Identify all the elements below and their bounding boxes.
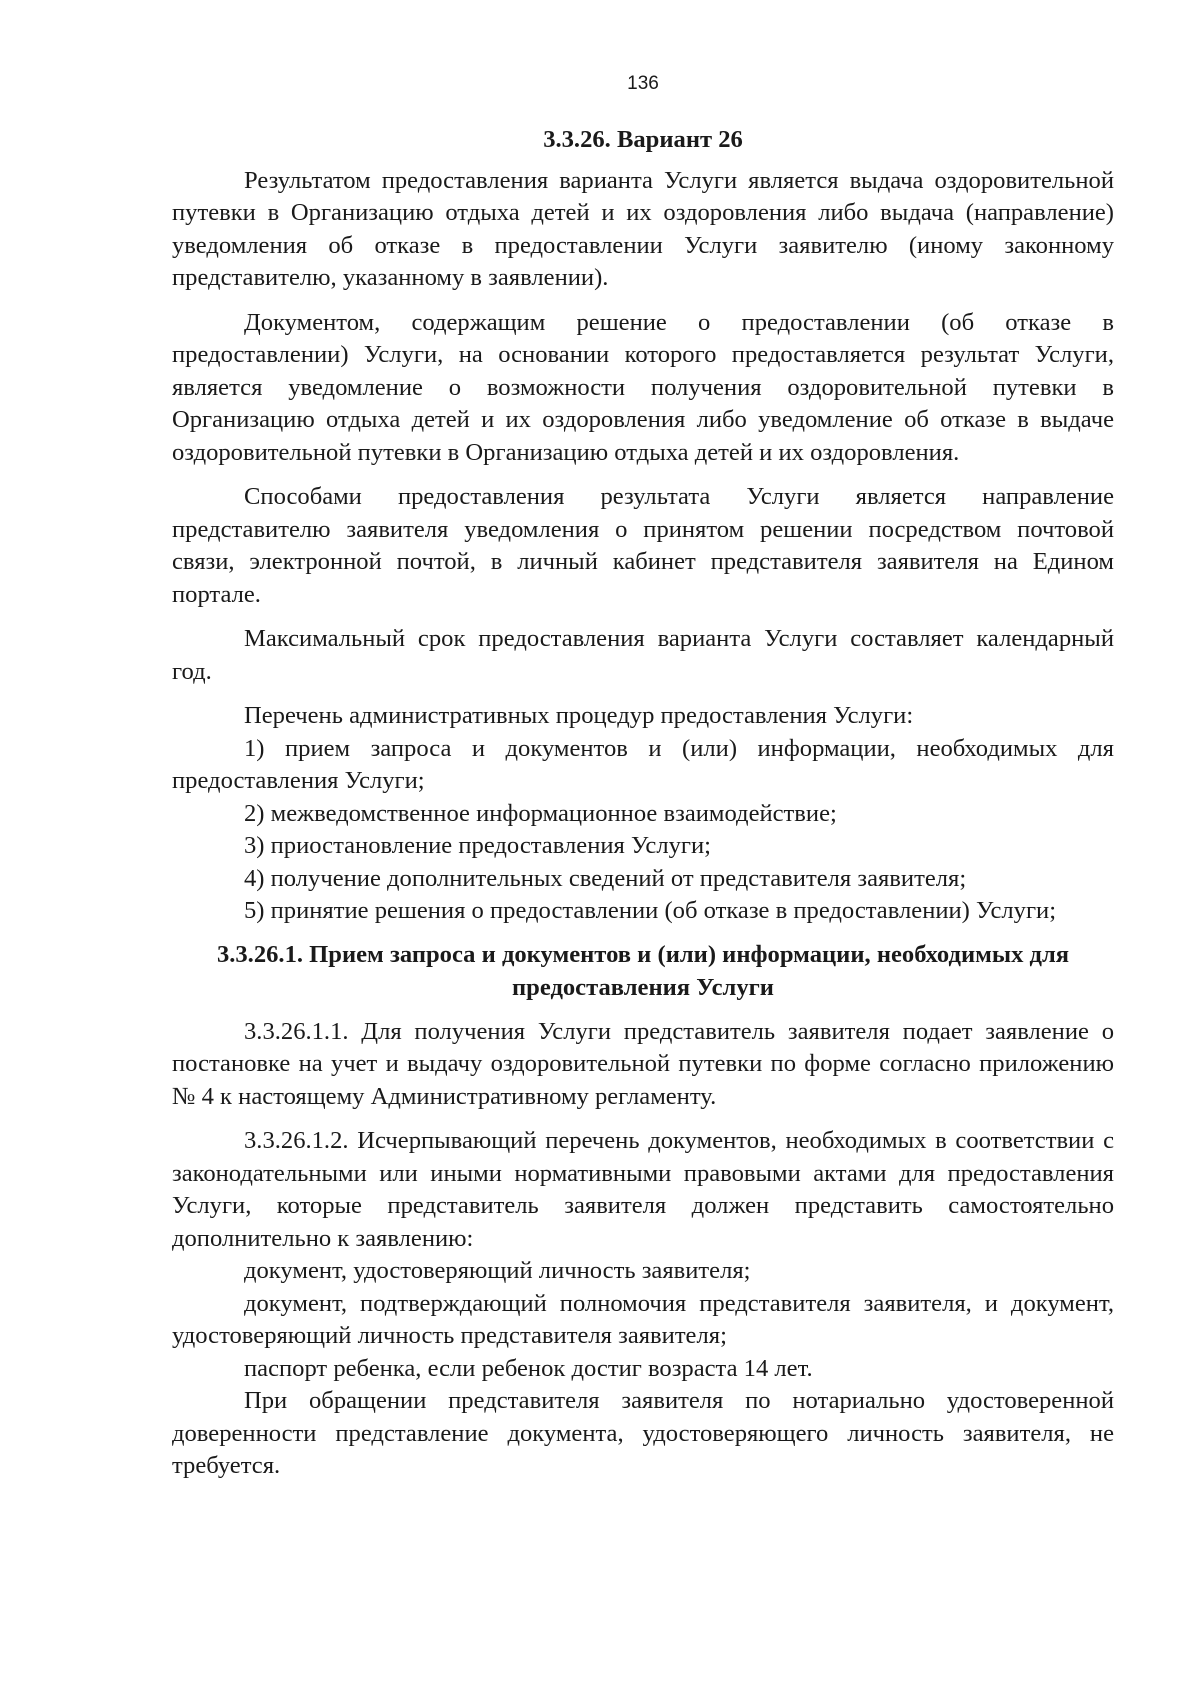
paragraph-max-term: Максимальный срок предоставления варианта Услуги составляет календарный год.	[172, 625, 1114, 685]
section-heading: 3.3.26. Вариант 26	[543, 126, 743, 153]
procedure-item: 4) получение дополнительных сведений от представителя заявителя;	[244, 864, 967, 892]
clause-item: 3.3.26.1.2. Исчерпывающий перечень документов, необходимых в соответствии с законодательными или иными нормативными правовыми актами для предоставления Услуги, которые представитель заявителя должен представить самостоятельно дополнительно к заявлению:	[172, 1127, 1114, 1252]
procedure-item: 2) межведомственное информационное взаимодействие;	[244, 799, 837, 827]
document-list-item: документ, подтверждающий полномочия представителя заявителя, и документ, удостоверяющий личность представителя заявителя;	[172, 1289, 1114, 1349]
procedure-item: 1) прием запроса и документов и (или) информации, необходимых для предоставления Услуги;	[172, 734, 1114, 794]
paragraph-decision-document: Документом, содержащим решение о предоставлении (об отказе в предоставлении) Услуги, на основании которого предоставляется результат Услуги, является уведомление о возможности получения оздоровительной путевки в Организацию отдыха детей и их оздоровления либо уведомление об отказе в выдаче оздоровительной путевки в Организацию отдыха детей и их оздоровления.	[172, 308, 1114, 466]
procedure-item: 3) приостановление предоставления Услуги;	[244, 832, 712, 859]
document-list-item: документ, удостоверяющий личность заявителя;	[244, 1257, 751, 1284]
document-page	[172, 60, 1114, 1483]
document-list-item: паспорт ребенка, если ребенок достиг возраста 14 лет.	[244, 1354, 813, 1382]
page-number: 136	[627, 73, 659, 94]
procedure-item: 5) принятие решения о предоставлении (об отказе в предоставлении) Услуги;	[244, 897, 1057, 924]
clause-item: 3.3.26.1.1. Для получения Услуги представитель заявителя подает заявление о постановке на учет и выдачу оздоровительной путевки по форме согласно приложению № 4 к настоящему Административному регламенту.	[172, 1017, 1114, 1110]
paragraph-delivery-methods: Способами предоставления результата Услуги является направление представителю заявителя уведомления о принятом решении посредством почтовой связи, электронной почтой, в личный кабинет представителя заявителя на Едином портале.	[172, 483, 1114, 608]
paragraph-result: Результатом предоставления варианта Услуги является выдача оздоровительной путевки в Организацию отдыха детей и их оздоровления либо выдача (направление) уведомления об отказе в предоставлении Услуги заявителю (иному законному представителю, указанному в заявлении).	[172, 166, 1114, 291]
procedures-intro: Перечень административных процедур предоставления Услуги:	[244, 702, 914, 729]
subsection-heading: 3.3.26.1. Прием запроса и документов и (или) информации, необходимых для предоставления Услуги	[216, 940, 1070, 1001]
notarized-power-note: При обращении представителя заявителя по нотариально удостоверенной доверенности представление документа, удостоверяющего личность заявителя, не требуется.	[172, 1387, 1114, 1479]
